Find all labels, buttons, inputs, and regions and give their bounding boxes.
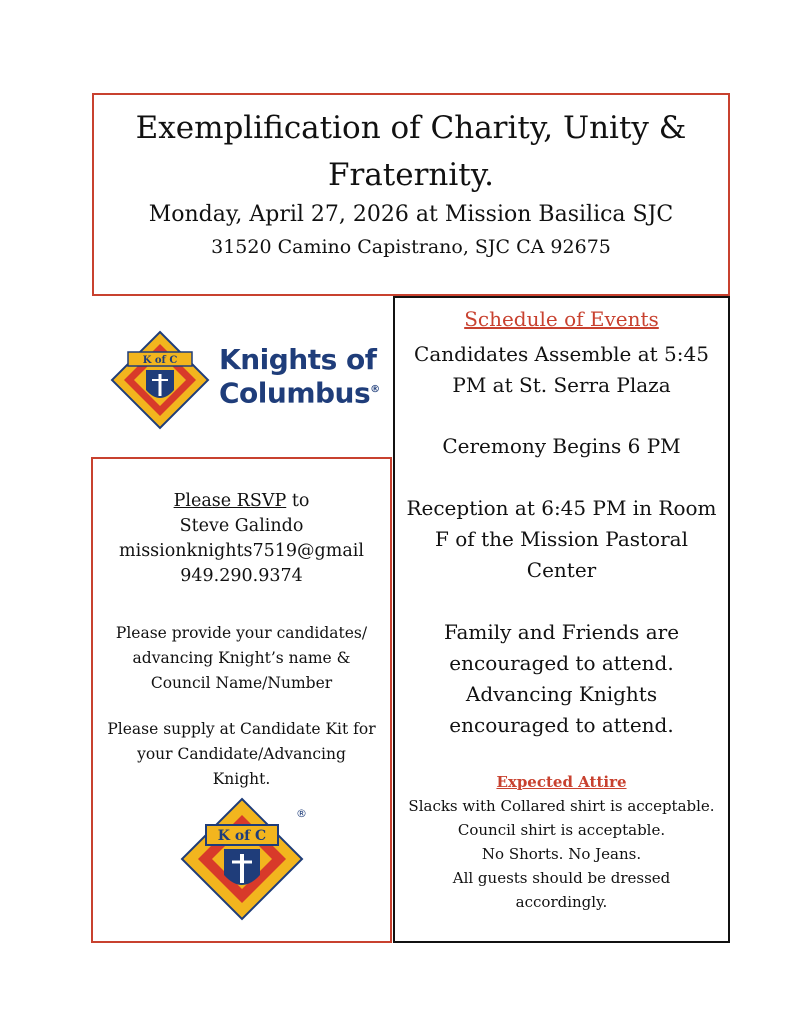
schedule-heading: Schedule of Events: [464, 307, 659, 331]
event-title: [94, 105, 728, 199]
attire-details: Slacks with Collared shirt is acceptable. Council shirt is acceptable. No Shorts. No Jeans. All guests should be dressed accordingly.: [408, 797, 715, 911]
rsvp-email: missionknights7519@gmail: [119, 541, 364, 561]
schedule-box: [393, 296, 730, 943]
rsvp-contact: [93, 489, 390, 589]
svg-text:K of C: K of C: [217, 828, 267, 844]
brand-line-2: Columbus®: [219, 376, 380, 410]
brand-line-1: Knights of: [219, 343, 377, 376]
svg-text:K of C: K of C: [142, 355, 178, 366]
registered-mark: ®: [370, 384, 380, 395]
knights-of-columbus-logo: [110, 330, 386, 430]
attire-heading: Expected Attire: [496, 773, 627, 791]
schedule-reception: Reception at 6:45 PM in Room F of the Mission Pastoral Center: [406, 496, 717, 582]
schedule-family: Family and Friends are encouraged to attend. Advancing Knights encouraged to attend.: [443, 620, 680, 737]
title-line-1: Exemplification of Charity, Unity &: [135, 110, 687, 146]
schedule-ceremony: Ceremony Begins 6 PM: [442, 434, 681, 458]
event-date: Monday, April 27, 2026 at Mission Basilica SJC: [148, 202, 674, 227]
kofc-emblem-icon: [110, 330, 210, 430]
supply-instructions: Please supply at Candidate Kit for your Candidate/Advancing Knight.: [107, 720, 376, 788]
rsvp-label: Please RSVP: [173, 491, 287, 511]
header-box: [92, 93, 730, 296]
schedule-assemble: Candidates Assemble at 5:45 PM at St. Serra Plaza: [414, 342, 709, 397]
event-address: 31520 Camino Capistrano, SJC CA 92675: [211, 236, 611, 258]
title-line-2: Fraternity.: [327, 157, 495, 193]
rsvp-name: Steve Galindo: [179, 516, 304, 536]
rsvp-line: Please RSVP to: [173, 491, 310, 511]
provide-instructions: Please provide your candidates/ advancing Knight’s name & Council Name/Number: [115, 624, 368, 692]
kofc-emblem-icon: [172, 797, 312, 927]
svg-text:®: ®: [296, 807, 307, 820]
brand-wordmark: [219, 345, 380, 408]
rsvp-phone: 949.290.9374: [180, 566, 303, 586]
